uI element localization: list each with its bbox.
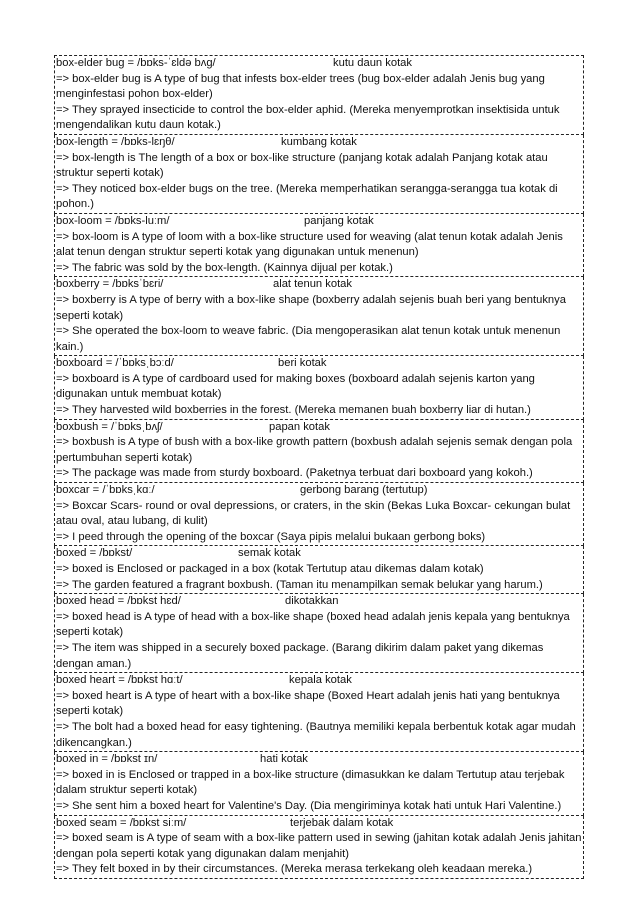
entry-translation: kepala kotak <box>289 674 352 687</box>
entry-example: => They noticed box-elder bugs on the tree. (Mereka memperhatikan serangga-serangga tua kotak di pohon.) <box>56 182 558 211</box>
entry-translation: kumbang kotak <box>281 135 357 148</box>
entry-definition: => box-length is The length of a box or box-like structure (panjang kotak adalah Panjang kotak atau struktur seperti kotak) <box>56 151 548 180</box>
entry-term: boxed head = /bɒkst hɛd/ <box>56 595 181 608</box>
entry-definition: => Boxcar Scars- round or oval depressions, or craters, in the skin (Bekas Luka Boxcar- cekungan bulat atau oval, atau lubang, di kulit) <box>56 499 571 528</box>
entry-header <box>56 135 583 151</box>
entry-definition: => boxed in is Enclosed or trapped in a box-like structure (dimasukkan ke dalam Tertutup atau terjebak dalam struktur seperti kotak) <box>56 768 565 797</box>
entry-box-loom <box>54 214 584 277</box>
entry-example: => The item was shipped in a securely boxed package. (Barang dikirim dalam paket yang dikemas dengan aman.) <box>56 641 544 670</box>
entry-box-length <box>54 135 584 214</box>
entry-definition: => boxed is Enclosed or packaged in a box (kotak Tertutup atau dikemas dalam kotak) <box>56 563 484 575</box>
entry-term: boxed seam = /bɒkst siːm/ <box>56 816 187 829</box>
entry-header <box>56 277 583 293</box>
entry-definition: => boxbush is A type of bush with a box-like growth pattern (boxbush adalah sejenis semak dengan pola pertumbuhan seperti kotak) <box>56 436 573 464</box>
entry-term: box-elder bug = /bɒks-ˈɛldə bʌɡ/ <box>56 57 216 69</box>
entry-example: => They felt boxed in by their circumstances. (Mereka merasa terkekang oleh keadaan mereka.) <box>56 863 533 876</box>
entry-example: => The fabric was sold by the box-length. (Kainnya dijual per kotak.) <box>56 261 393 274</box>
entry-example: => She operated the box-loom to weave fabric. (Dia mengoperasikan alat tenun kotak untuk menenun kain.) <box>56 325 561 353</box>
dictionary-page <box>54 55 584 879</box>
entry-example: => I peed through the opening of the boxcar (Saya pipis melalui bukaan gerbong boks) <box>56 530 486 543</box>
entry-example: => The package was made from sturdy boxboard. (Paketnya terbuat dari boxboard yang kokoh.) <box>56 467 533 480</box>
entry-translation: kutu daun kotak <box>333 57 412 69</box>
entry-translation: hati kotak <box>260 753 308 766</box>
entry-definition: => boxberry is A type of berry with a box-like shape (boxberry adalah sejenis buah beri yang bentuknya seperti kotak) <box>56 293 566 322</box>
entry-definition: => boxboard is A type of cardboard used for making boxes (boxboard adalah sejenis karton yang digunakan untuk membuat kotak) <box>56 372 535 401</box>
entry-example: => The bolt had a boxed head for easy tightening. (Bautnya memiliki kepala berbentuk kotak agar mudah dikencangkan.) <box>56 720 576 749</box>
entry-translation: dikotakkan <box>285 595 339 608</box>
entry-boxcar <box>54 483 584 546</box>
entry-translation: alat tenun kotak <box>273 278 352 291</box>
entry-boxed-head <box>54 594 584 673</box>
entry-term: box-loom = /bɒks-luːm/ <box>56 214 170 227</box>
entry-boxed-seam <box>54 816 584 879</box>
entry-boxberry <box>54 277 584 356</box>
entry-boxed-in <box>54 752 584 815</box>
entry-translation: papan kotak <box>269 420 330 433</box>
entry-header <box>56 594 583 610</box>
entry-header <box>56 356 583 372</box>
entry-boxed-heart <box>54 673 584 752</box>
entry-header <box>56 673 583 689</box>
entry-header <box>56 214 583 230</box>
entry-box-elder-bug <box>54 55 584 135</box>
entry-definition: => box-elder bug is A type of bug that infests box-elder trees (bug box-elder adalah Jenis bug yang menginfestasi pohon box-elder) <box>56 72 545 101</box>
entry-term: boxcar = /ˈbɒksˌkɑː/ <box>56 484 155 497</box>
entry-boxed <box>54 546 584 594</box>
entry-term: boxed in = /bɒkst ɪn/ <box>56 753 158 766</box>
entry-translation: beri kotak <box>278 357 327 370</box>
entry-term: boxbush = /ˈbɒksˌbʌʃ/ <box>56 420 163 433</box>
entry-header <box>56 420 583 436</box>
entry-example: => She sent him a boxed heart for Valentine's Day. (Dia mengiriminya kotak hati untuk Hari Valentine.) <box>56 799 562 812</box>
entry-header <box>56 56 583 72</box>
entry-term: boxboard = /ˈbɒksˌbɔːd/ <box>56 357 174 370</box>
entry-term: boxed heart = /bɒkst hɑːt/ <box>56 674 183 687</box>
entry-translation: terjebak dalam kotak <box>290 816 394 829</box>
entry-definition: => boxed head is A type of head with a box-like shape (boxed head adalah jenis kepala yang bentuknya seperti kotak) <box>56 610 570 639</box>
entry-boxbush <box>54 420 584 483</box>
entry-definition: => boxed heart is A type of heart with a box-like shape (Boxed Heart adalah jenis hati yang bentuknya seperti kotak) <box>56 689 560 718</box>
entry-term: boxberry = /bɒksˈbɛri/ <box>56 278 164 291</box>
entry-definition: => boxed seam is A type of seam with a box-like pattern used in sewing (jahitan kotak adalah Jenis jahitan dengan pola seperti kotak yang digunakan dalam menjahit) <box>56 832 582 860</box>
entry-translation: gerbong barang (tertutup) <box>300 484 428 497</box>
entry-boxboard <box>54 356 584 419</box>
entry-header <box>56 483 583 499</box>
entry-translation: semak kotak <box>238 547 301 560</box>
entry-example: => The garden featured a fragrant boxbush. (Taman itu menampilkan semak belukar yang harum.) <box>56 578 543 591</box>
entry-term: box-length = /bɒks-lɛŋθ/ <box>56 135 175 148</box>
entry-header <box>56 752 583 768</box>
entry-header <box>56 546 583 562</box>
entry-example: => They harvested wild boxberries in the forest. (Mereka memanen buah boxberry liar di hutan.) <box>56 404 531 417</box>
entry-term: boxed = /bɒkst/ <box>56 547 133 560</box>
entry-header <box>56 816 583 832</box>
entry-definition: => box-loom is A type of loom with a box-like structure used for weaving (alat tenun kotak adalah Jenis alat tenun dengan struktur seperti kotak yang digunakan untuk menenun) <box>56 230 563 259</box>
entry-translation: panjang kotak <box>304 214 374 227</box>
entry-example: => They sprayed insecticide to control the box-elder aphid. (Mereka menyemprotkan insektisida untuk mengendalikan kutu daun kotak.) <box>56 103 560 132</box>
